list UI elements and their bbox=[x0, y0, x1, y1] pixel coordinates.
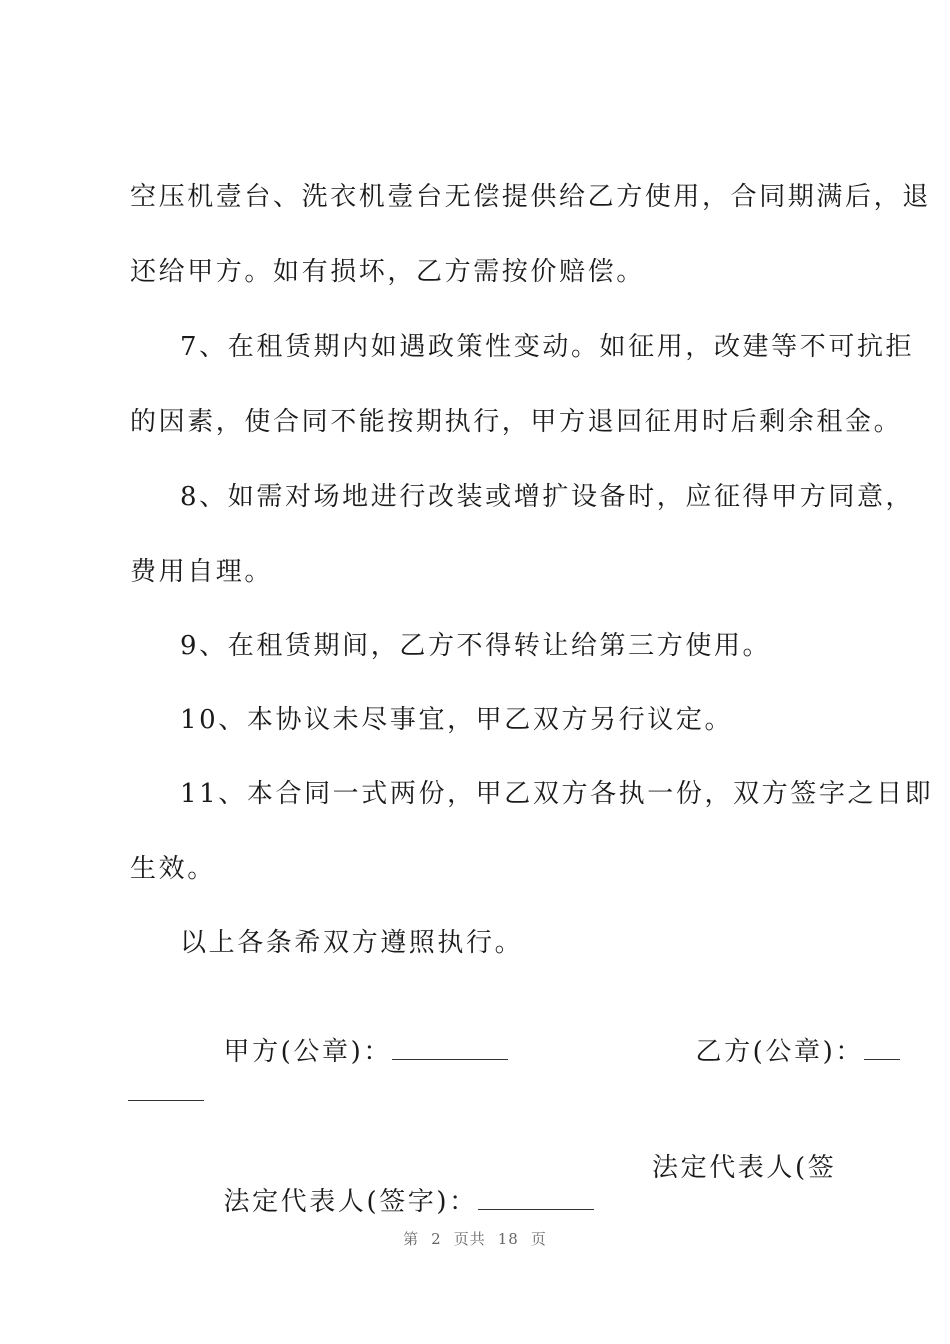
rep-b-label: 法定代表人(签 bbox=[652, 1153, 837, 1183]
paragraph-line: 费用自理。 bbox=[130, 557, 274, 587]
party-b-seal-line bbox=[652, 1001, 900, 1103]
clause-9: 9、在租赁期间，乙方不得转让给第三方使用。 bbox=[180, 631, 772, 661]
party-a-seal-line bbox=[180, 1001, 508, 1103]
rep-a-blank[interactable] bbox=[478, 1185, 594, 1210]
clause-10: 10、本协议未尽事宜，甲乙双方另行议定。 bbox=[180, 705, 734, 735]
clause-7: 7、在租赁期内如遇政策性变动。如征用，改建等不可抗拒 bbox=[180, 332, 915, 362]
paragraph-line: 空压机壹台、洗衣机壹台无偿提供给乙方使用，合同期满后，退 bbox=[130, 182, 931, 212]
footer-prefix: 第 bbox=[403, 1230, 420, 1248]
footer-page-number: 2 bbox=[431, 1230, 442, 1248]
paragraph-line: 生效。 bbox=[130, 854, 216, 884]
party-a-blank[interactable] bbox=[392, 1035, 508, 1060]
party-b-label: 乙方(公章)： bbox=[695, 1037, 864, 1067]
party-b-blank-continuation[interactable] bbox=[128, 1100, 204, 1101]
footer-suffix: 页 bbox=[530, 1230, 547, 1248]
clause-11: 11、本合同一式两份，甲乙双方各执一份，双方签字之日即 bbox=[180, 779, 934, 809]
footer-mid: 页共 bbox=[453, 1230, 486, 1248]
party-b-blank[interactable] bbox=[864, 1035, 900, 1060]
paragraph-line: 还给甲方。如有损坏，乙方需按价赔偿。 bbox=[130, 257, 645, 287]
rep-a-label: 法定代表人(签字)： bbox=[223, 1187, 478, 1217]
paragraph-line: 的因素，使合同不能按期执行，甲方退回征用时后剩余租金。 bbox=[130, 407, 903, 437]
page-footer bbox=[0, 1228, 950, 1249]
clause-8: 8、如需对场地进行改装或增扩设备时，应征得甲方同意， bbox=[180, 482, 915, 512]
party-a-label: 甲方(公章)： bbox=[223, 1037, 392, 1067]
footer-total-pages: 18 bbox=[497, 1230, 519, 1248]
closing-statement: 以上各条希双方遵照执行。 bbox=[180, 928, 524, 958]
